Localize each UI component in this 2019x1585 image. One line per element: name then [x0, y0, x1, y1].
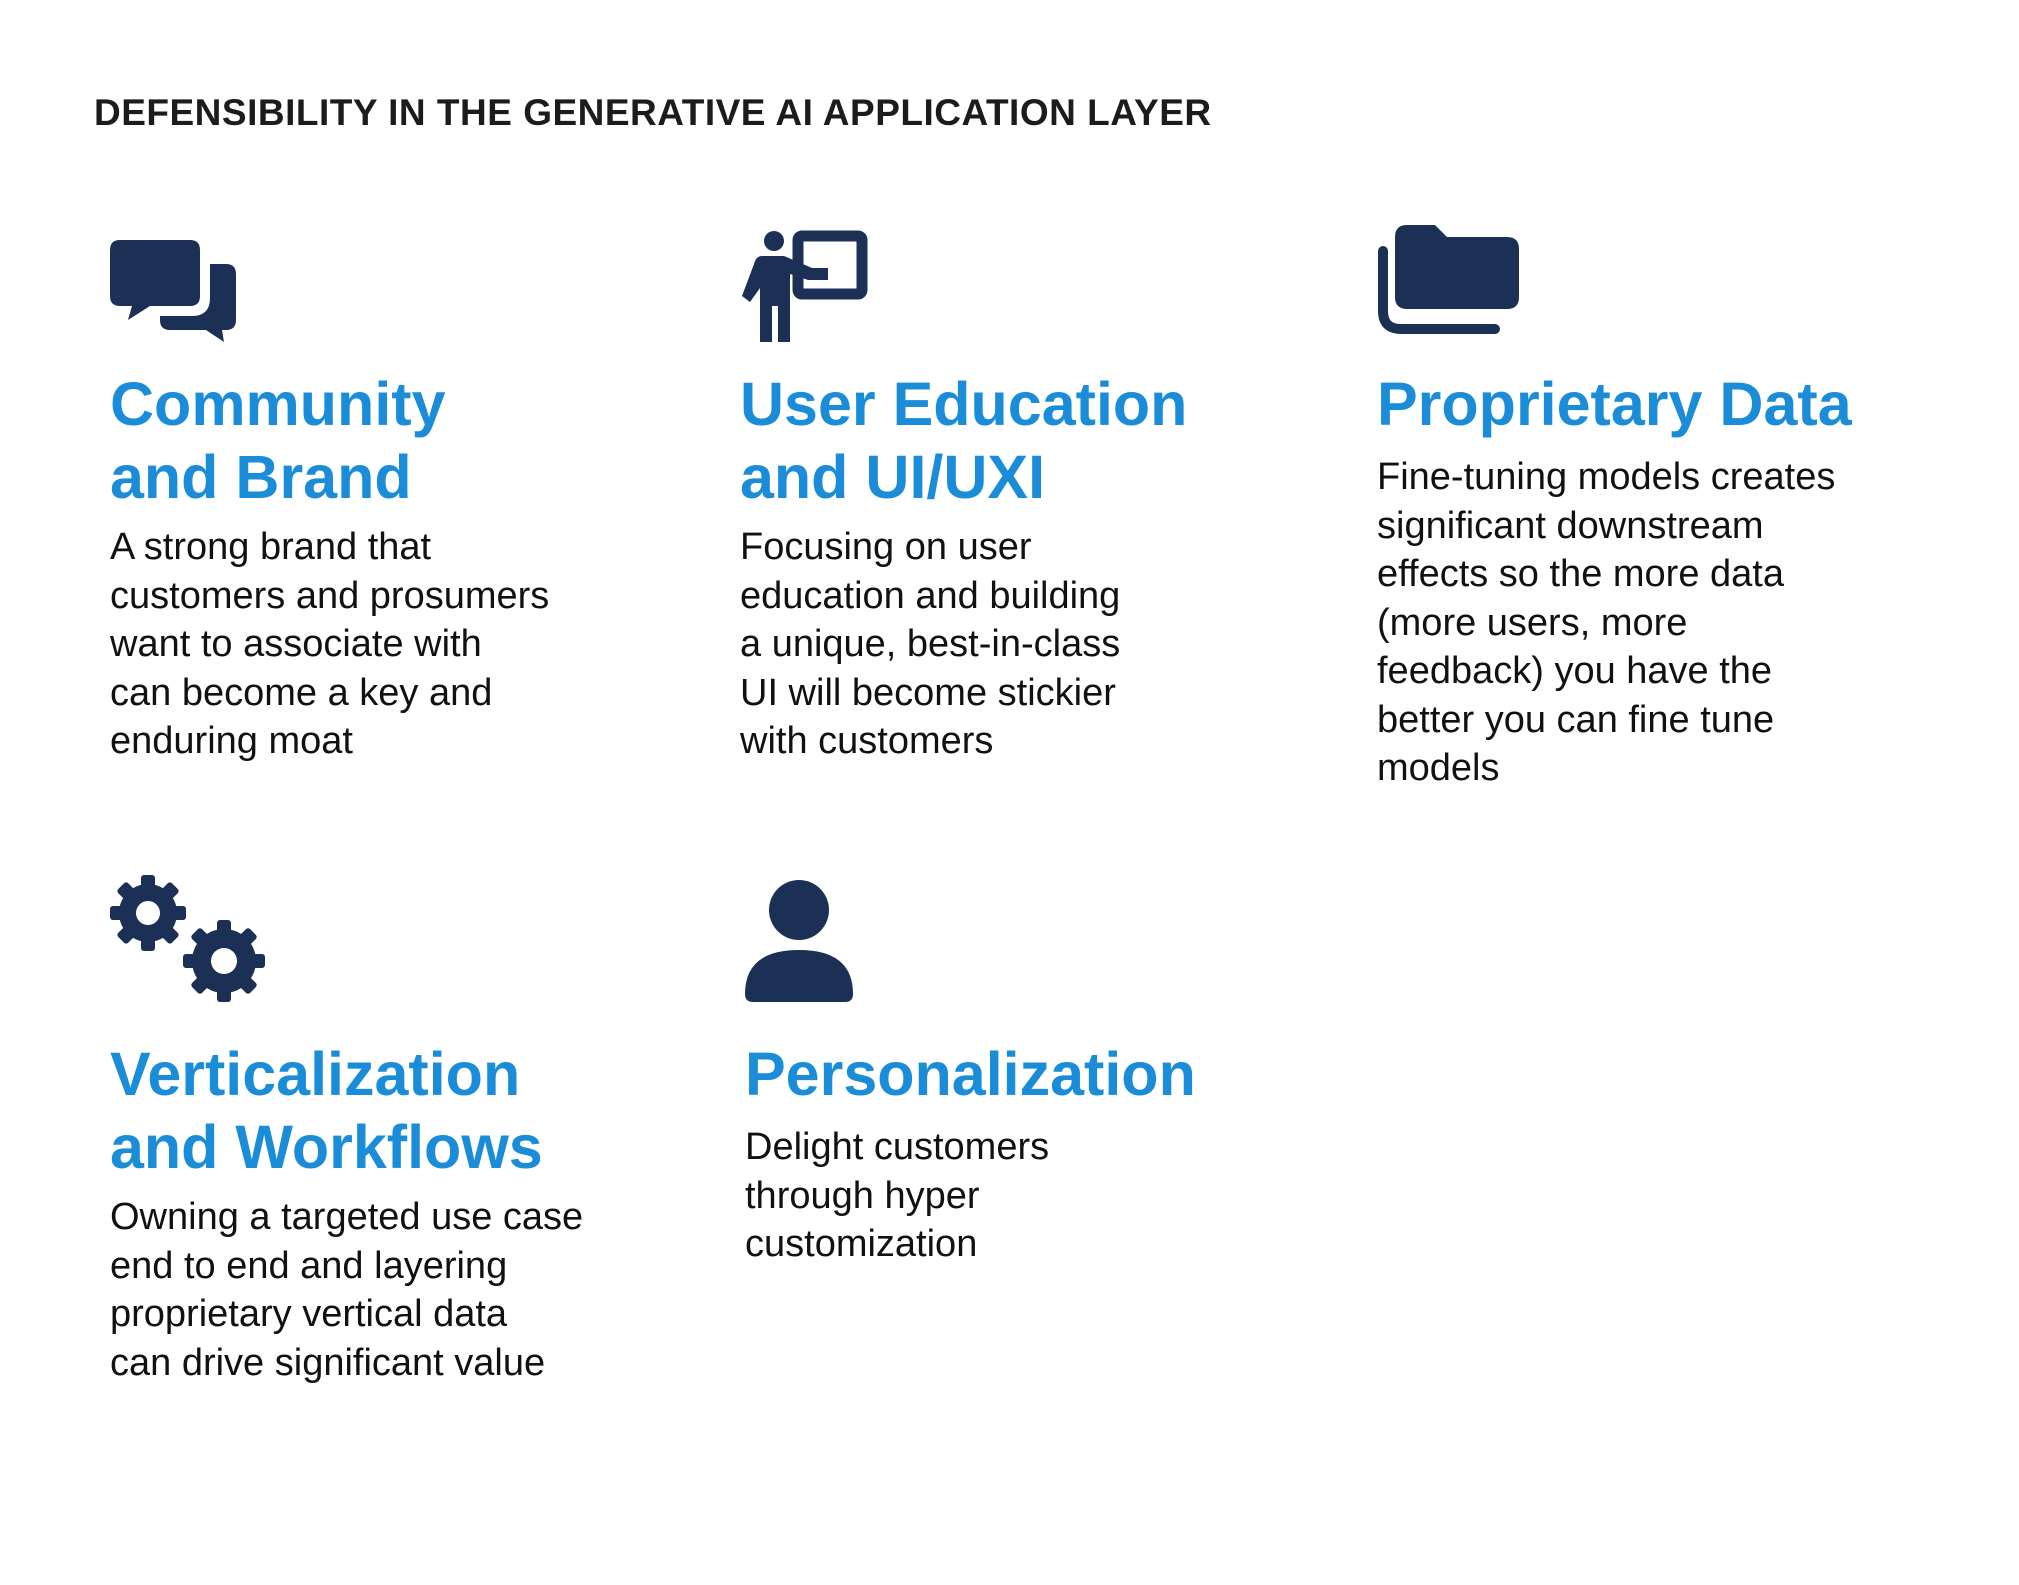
speech-bubbles-icon [110, 240, 236, 342]
presenter-board-icon [740, 230, 870, 342]
card-title: Community and Brand [110, 370, 446, 511]
card-title: Personalization [745, 1040, 1196, 1108]
card-title: Proprietary Data [1377, 370, 1852, 438]
card-title: Verticalization and Workflows [110, 1040, 543, 1181]
user-icon [745, 880, 853, 1002]
folders-icon [1377, 225, 1519, 337]
card-title: User Education and UI/UXI [740, 370, 1188, 511]
card-description: Focusing on user education and building a unique, best-in-class UI will become stickier with customers [740, 526, 1121, 762]
card-description: A strong brand that customers and prosumers want to associate with can become a key and enduring moat [110, 526, 550, 762]
gears-icon [110, 875, 270, 1003]
card-description: Fine-tuning models creates significant downstream effects so the more data (more users, more feedback) you have the better you can fine tune models [1377, 456, 1836, 789]
card-description: Owning a targeted use case end to end and layering proprietary vertical data can drive significant value [110, 1196, 584, 1384]
page-title: DEFENSIBILITY IN THE GENERATIVE AI APPLICATION LAYER [94, 92, 1212, 133]
card-description: Delight customers through hyper customization [745, 1126, 1050, 1265]
